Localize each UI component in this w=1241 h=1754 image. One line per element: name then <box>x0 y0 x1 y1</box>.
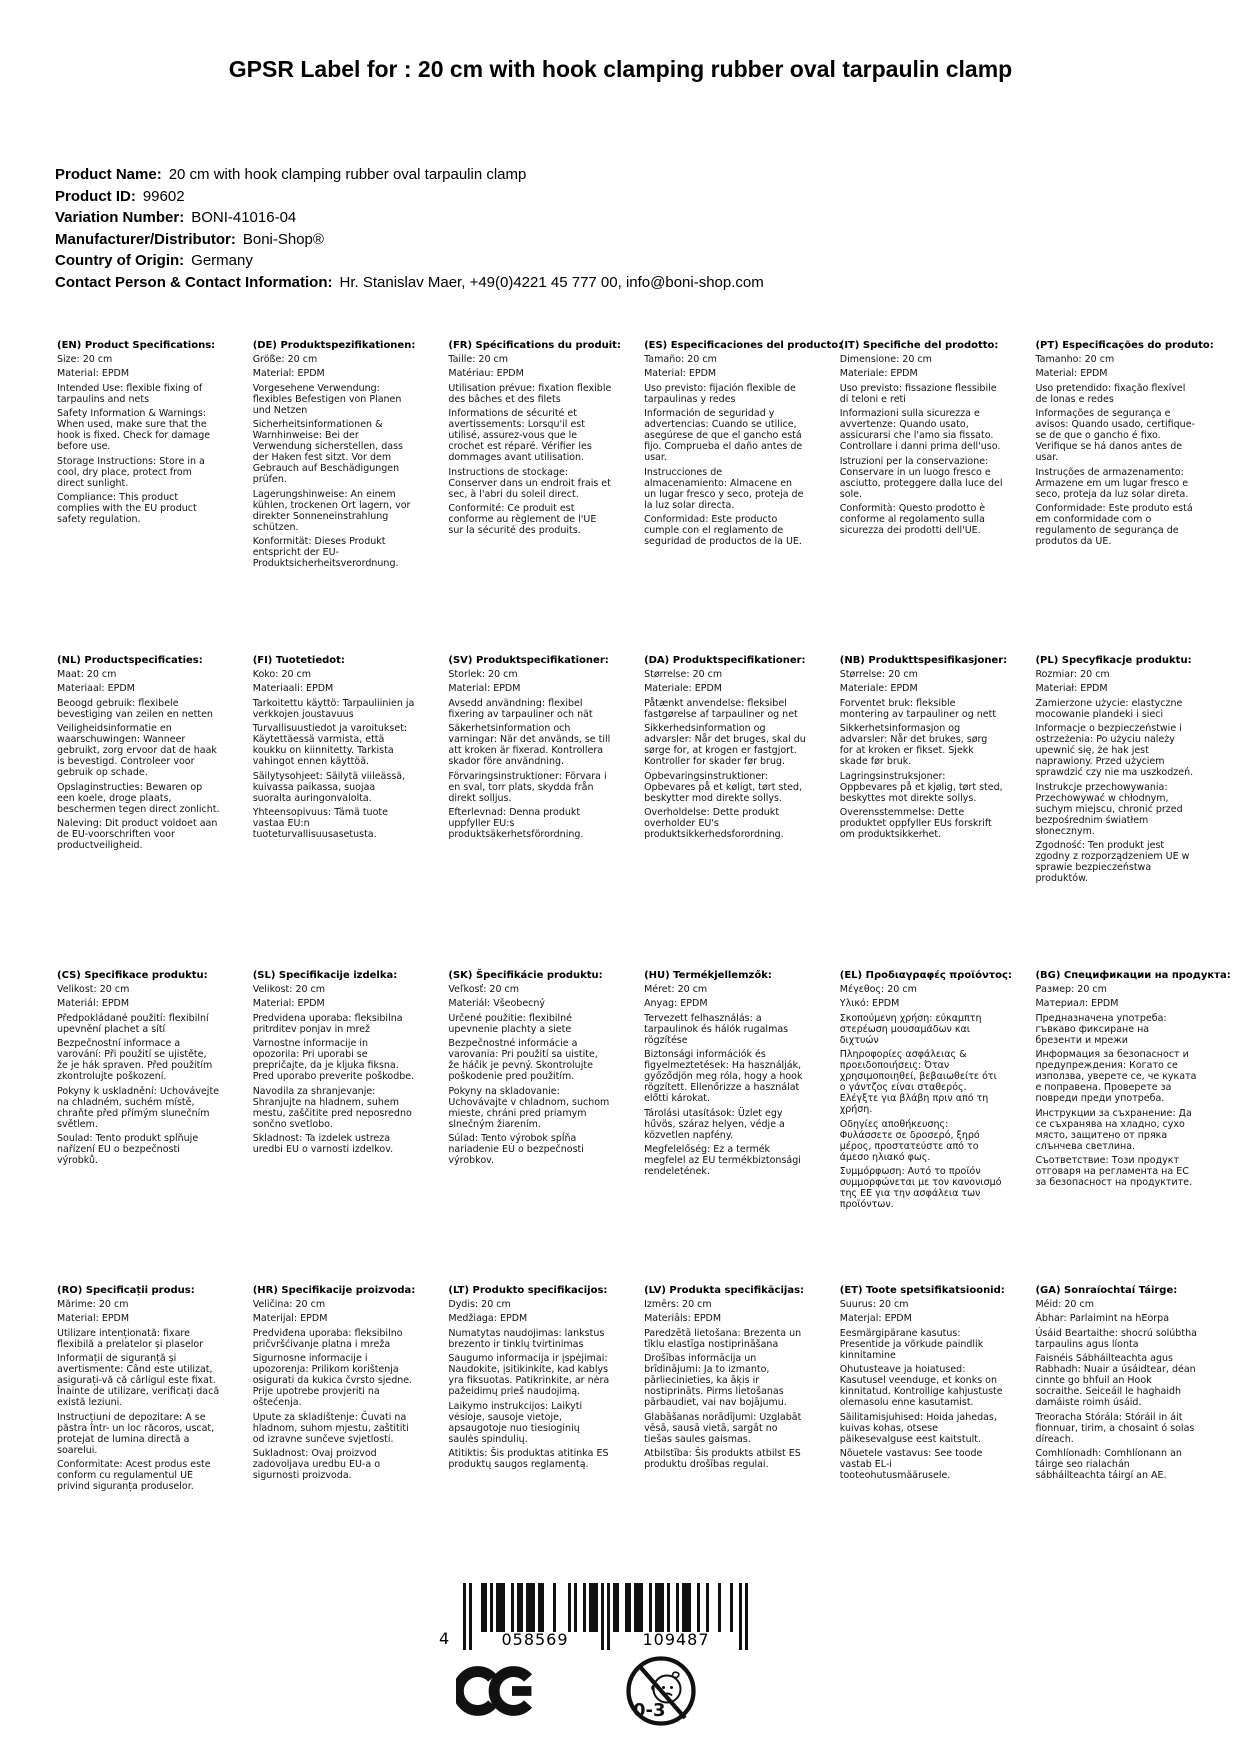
spec-paragraph: Instrukcje przechowywania: Przechowywać w chłodnym, suchym miejscu, chronić przed bezpośrednim światłem słonecznym. <box>1035 781 1183 837</box>
spec-block-header: (IT) Specifiche del prodotto: <box>839 340 999 351</box>
spec-block-header: (HR) Specifikacije proizvoda: <box>252 1285 416 1296</box>
spec-block-header: (SK) Špecifikácie produktu: <box>448 970 603 981</box>
spec-paragraph: Instrucciones de almacenamiento: Almacene en un lugar fresco y seco, proteja de la luz solar directa. <box>644 466 804 511</box>
spec-paragraph: Bezpečnostné informácie a varovania: Pri použití sa uistite, že háčik je pevný. Skontrolujte poškodenie pred použitím. <box>448 1038 598 1082</box>
spec-paragraph: Faisnéis Sábháilteachta agus Rabhadh: Nuair a úsáidtear, déan cinnte go bhfuil an Hook socraithe. Seiceáil le haghaidh damáiste roimh úsáid. <box>1035 1353 1196 1408</box>
spec-paragraph: Materjal: EPDM <box>839 1313 912 1324</box>
spec-block-header: (NL) Productspecificaties: <box>57 655 203 666</box>
product-info-row <box>55 250 764 272</box>
spec-paragraph: Laikymo instrukcijos: Laikyti vėsioje, sausoje vietoje, apsaugotoje nuo tiesioginių saulės spindulių. <box>448 1400 583 1445</box>
spec-paragraph: Tarkoitettu käyttö: Tarpauliinien ja verkkojen joustavuus <box>252 697 415 720</box>
product-info-value: Boni-Shop® <box>242 230 324 248</box>
spec-block-header: (RO) Specificații produs: <box>57 1285 195 1296</box>
spec-paragraph: Storage Instructions: Store in a cool, dry place, protect from direct sunlight. <box>57 455 205 489</box>
spec-paragraph: Μέγεθος: 20 cm <box>839 983 917 995</box>
spec-paragraph: Uso previsto: fissazione flessibile di teloni e reti <box>839 382 997 405</box>
product-info-value: 99602 <box>142 187 185 205</box>
spec-paragraph: Material: EPDM <box>448 683 521 694</box>
spec-block-hu <box>644 970 840 1285</box>
spec-block-fr <box>448 340 644 655</box>
spec-block-it <box>840 340 1036 655</box>
spec-paragraph: Material: EPDM <box>1035 368 1108 379</box>
spec-paragraph: Beoogd gebruik: flexibele bevestiging van zeilen en netten <box>57 697 213 720</box>
spec-paragraph: Materiāls: EPDM <box>644 1313 722 1324</box>
spec-paragraph: Съответствие: Този продукт отговаря на регламента на ЕС за безопасност на продуктите. <box>1035 1155 1193 1188</box>
spec-paragraph: Säkerhetsinformation och varningar: När det används, se till att kroken är fixerad. Kontrollera skador före användning. <box>448 723 611 767</box>
spec-paragraph: Instructions de stockage: Conserver dans un endroit frais et sec, à l'abri du soleil direct. <box>448 466 611 500</box>
spec-block-header: (CS) Specifikace produktu: <box>57 970 208 981</box>
spec-paragraph: Instruções de armazenamento: Armazene em um lugar fresco e seco, proteja da luz solar direta. <box>1035 466 1189 500</box>
spec-paragraph: Comhlíonadh: Comhlíonann an táirge seo rialachán sábháilteachta táirgí an AE. <box>1035 1448 1182 1481</box>
spec-paragraph: Uso pretendido: fixação flexível de lonas e redes <box>1035 382 1186 405</box>
spec-paragraph: Veiligheidsinformatie en waarschuwingen: Wanneer gebruikt, zorg ervoor dat de haak is bevestigd. Controleer voor gebruik op schade. <box>57 723 217 778</box>
spec-paragraph: Sikkerhetsinformasjon og advarsler: Når det brukes, sørg for at kroken er fikset. Sjekk skade før bruk. <box>839 723 988 767</box>
spec-paragraph: Overensstemmelse: Dette produktet oppfyller EUs forskrift om produktsikkerhet. <box>839 807 992 840</box>
spec-block-sv <box>448 655 644 970</box>
product-info-value: Hr. Stanislav Maer, +49(0)4221 45 777 00, info@boni-shop.com <box>339 273 764 291</box>
spec-paragraph: Material: EPDM <box>57 368 130 379</box>
spec-paragraph: Материал: EPDM <box>1035 998 1119 1009</box>
spec-paragraph: Sicherheitsinformationen & Warnhinweise: Bei der Verwendung sicherstellen, dass der Haken fest sitzt. Vor dem Gebrauch auf Beschädigungen prüfen. <box>252 419 403 485</box>
spec-paragraph: Σκοπούμενη χρήση: εύκαμπτη στερέωση μουσαμάδων και διχτυών <box>839 1012 982 1046</box>
spec-paragraph: Soulad: Tento produkt splňuje nařízení EU o bezpečnosti výrobků. <box>57 1133 199 1166</box>
spec-block-header: (ET) Toote spetsifikatsioonid: <box>839 1285 1005 1296</box>
spec-block-header: (FR) Spécifications du produit: <box>448 340 621 351</box>
spec-paragraph: Matériau: EPDM <box>448 368 524 379</box>
spec-paragraph: Material: EPDM <box>252 368 325 379</box>
spec-block-sl <box>253 970 449 1285</box>
spec-paragraph: Avsedd användning: flexibel fixering av tarpauliner och nät <box>448 697 593 720</box>
spec-block-es <box>644 340 843 655</box>
spec-paragraph: Glabāšanas norādījumi: Uzglabāt vēsā, sausā vietā, sargāt no tiešas saules gaismas. <box>644 1411 802 1445</box>
spec-block-ro <box>57 1285 253 1600</box>
barcode <box>439 1583 763 1653</box>
spec-paragraph: Materiaali: EPDM <box>252 683 334 694</box>
spec-paragraph: Izmērs: 20 cm <box>644 1298 712 1310</box>
spec-paragraph: Navodila za shranjevanje: Shranjujte na hladnem, suhem mestu, zaščitite pred neposredno sončno svetlobo. <box>252 1085 412 1130</box>
spec-block-sk <box>448 970 644 1285</box>
product-info <box>55 164 764 293</box>
spec-paragraph: Istruzioni per la conservazione: Conservare in un luogo fresco e asciutto, proteggere dalla luce del sole. <box>839 455 1003 500</box>
spec-paragraph: Tárolási utasítások: Üzlet egy hűvös, száraz helyen, védje a közvetlen napfény. <box>644 1107 785 1141</box>
spec-paragraph: Méid: 20 cm <box>1035 1298 1094 1310</box>
spec-block-header: (FI) Tuotetiedot: <box>252 655 345 666</box>
spec-paragraph: Materiał: EPDM <box>1035 683 1108 694</box>
spec-block-bg <box>1035 970 1231 1285</box>
spec-paragraph: Πληροφορίες ασφάλειας & προειδοποιήσεις: Όταν χρησιμοποιηθεί, βεβαιωθείτε ότι ο γάντζος είναι σταθερός. Ελέγξτε για βλάβη πριν από τη χρήση. <box>839 1049 997 1115</box>
spec-paragraph: Compliance: This product complies with the EU product safety regulation. <box>57 492 197 525</box>
spec-block-header: (EN) Product Specifications: <box>57 340 216 351</box>
spec-paragraph: Treoracha Stórála: Stóráil in áit fionnuar, tirim, a chosaint ó solas díreach. <box>1035 1411 1195 1445</box>
spec-paragraph: Lagerungshinweise: An einem kühlen, trockenen Ort lagern, vor direkter Sonneneinstrahlung schützen. <box>252 488 411 533</box>
spec-paragraph: Uso previsto: fijación flexible de tarpaulinas y redes <box>644 382 796 405</box>
spec-paragraph: Tamanho: 20 cm <box>1035 353 1115 365</box>
spec-paragraph: Инструкции за съхранение: Да се съхранява на хладно, сухо място, защитено от пряка слънчева светлина. <box>1035 1107 1192 1152</box>
spec-paragraph: Overholdelse: Dette produkt overholder EU's produktsikkerhedsforordning. <box>644 807 784 840</box>
spec-paragraph: Material: EPDM <box>644 368 717 379</box>
spec-paragraph: Información de seguridad y advertencias: Cuando se utilice, asegúrese de que el gancho está fijo. Comprueba el daño antes de usar. <box>644 408 803 463</box>
spec-paragraph: Predviđena uporaba: fleksibilno pričvršćivanje platna i mreža <box>252 1327 403 1350</box>
spec-paragraph: Dydis: 20 cm <box>448 1298 511 1310</box>
spec-block-cs <box>57 970 253 1285</box>
spec-paragraph: Konformität: Dieses Produkt entspricht der EU-Produktsicherheitsverordnung. <box>252 536 399 569</box>
spec-block-de <box>253 340 449 655</box>
spec-block-pl <box>1035 655 1231 970</box>
spec-block-header: (EL) Προδιαγραφές προϊόντος: <box>839 970 1012 981</box>
spec-block-header: (PT) Especificações do produto: <box>1035 340 1214 351</box>
spec-paragraph: Určené použitie: flexibilné upevnenie plachty a siete <box>448 1012 572 1035</box>
product-info-value: 20 cm with hook clamping rubber oval tarpaulin clamp <box>168 166 527 183</box>
spec-block-nl <box>57 655 253 970</box>
spec-paragraph: Safety Information & Warnings: When used, make sure that the hook is fixed. Check for damage before use. <box>57 408 211 452</box>
spec-paragraph: Størrelse: 20 cm <box>644 668 723 680</box>
product-info-label: Variation Number: <box>55 209 185 226</box>
spec-block-header: (DA) Produktspecifikationer: <box>644 655 806 666</box>
spec-paragraph: Skladnost: Ta izdelek ustreza uredbi EU o varnosti izdelkov. <box>252 1133 394 1155</box>
spec-paragraph: Rozmiar: 20 cm <box>1035 668 1110 680</box>
spec-paragraph: Предназначена употреба: гъвкаво фиксиране на брезенти и мрежи <box>1035 1012 1167 1046</box>
spec-block-el <box>840 970 1036 1285</box>
spec-paragraph: Taille: 20 cm <box>448 353 508 365</box>
spec-paragraph: Efterlevnad: Denna produkt uppfyller EU:s produktsäkerhetsförordning. <box>448 807 584 840</box>
product-info-row <box>55 207 764 229</box>
spec-paragraph: Opbevaringsinstruktioner: Opbevares på et køligt, tørt sted, beskytter mod direkte sollys. <box>644 770 803 804</box>
spec-paragraph: Saugumo informacija ir įspėjimai: Naudokite, įsitikinkite, kad kablys yra fiksuotas. Patikrinkite, ar nėra pažeidimų prieš naudojimą. <box>448 1353 610 1397</box>
spec-paragraph: Conformità: Questo prodotto è conforme al regolamento sulla sicurezza dei prodotti dell'UE. <box>839 503 986 536</box>
spec-block-nb <box>840 655 1036 970</box>
spec-block-header: (SV) Produktspecifikationer: <box>448 655 609 666</box>
spec-paragraph: Ohutusteave ja hoiatused: Kasutusel veenduge, et konks on kinnitatud. Kontrollige kahjustuste olemasolu enne kasutamist. <box>839 1364 1003 1408</box>
spec-paragraph: Velikost: 20 cm <box>57 983 130 995</box>
spec-paragraph: Koko: 20 cm <box>252 668 312 680</box>
spec-paragraph: Materiál: Všeobecný <box>448 998 546 1009</box>
spec-paragraph: Material: EPDM <box>57 1313 130 1324</box>
ce-mark-icon <box>456 1663 540 1719</box>
spec-paragraph: Tervezett felhasználás: a tarpaulinok és hálók rugalmas rögzítése <box>644 1012 789 1046</box>
spec-paragraph: Conformidade: Este produto está em conformidade com o regulamento de segurança de produtos da UE. <box>1035 503 1193 547</box>
spec-paragraph: Predvidena uporaba: fleksibilna pritrditev ponjav in mrež <box>252 1012 403 1035</box>
spec-paragraph: Biztonsági információk és figyelmeztetések: Ha használják, győződjön meg róla, hogy a hook rögzített. Ellenőrizze a használat előtti károkat. <box>644 1049 803 1104</box>
spec-paragraph: Materiál: EPDM <box>57 998 130 1009</box>
spec-paragraph: Conformidad: Este producto cumple con el reglamento de seguridad de productos de la UE. <box>644 514 802 547</box>
product-info-label: Contact Person & Contact Information: <box>55 273 333 291</box>
spec-paragraph: Méret: 20 cm <box>644 983 708 995</box>
spec-block-header: (SL) Specifikacije izdelka: <box>252 970 398 981</box>
spec-paragraph: Materiale: EPDM <box>839 368 918 379</box>
spec-block-fi <box>253 655 449 970</box>
spec-paragraph: Pokyny k uskladnění: Uchovávejte na chladném, suchém místě, chraňte před přímým slunečním světlem. <box>57 1085 220 1130</box>
spec-paragraph: Úsáid Beartaithe: shocrú solúbtha tarpaulins agus líonta <box>1035 1327 1197 1350</box>
product-info-label: Manufacturer/Distributor: <box>55 230 236 248</box>
spec-paragraph: Mărime: 20 cm <box>57 1298 129 1310</box>
spec-block-pt <box>1035 340 1231 655</box>
spec-paragraph: Vorgesehene Verwendung: flexibles Befestigen von Planen und Netzen <box>252 382 402 416</box>
spec-paragraph: Συμμόρφωση: Αυτό το προϊόν συμμορφώνεται με τον κανονισμό της ΕΕ για την ασφάλεια των προϊόντων. <box>839 1166 1002 1210</box>
barcode-first-digit: 4 <box>439 1629 450 1648</box>
spec-paragraph: Οδηγίες αποθήκευσης: Φυλάσσετε σε δροσερό, ξηρό μέρος, προστατεύστε από το άμεσο ηλιακό φως. <box>839 1118 980 1163</box>
spec-paragraph: Förvaringsinstruktioner: Förvara i en sval, torr plats, skydda från direkt solljus. <box>448 770 607 804</box>
spec-paragraph: Storlek: 20 cm <box>448 668 518 680</box>
spec-paragraph: Pokyny na skladovanie: Uchovávajte v chladnom, suchom mieste, chráni pred priamym slnečným žiarením. <box>448 1085 610 1130</box>
spec-paragraph: Размер: 20 cm <box>1035 983 1107 995</box>
spec-paragraph: Materiaal: EPDM <box>57 683 135 694</box>
spec-paragraph: Velikost: 20 cm <box>252 983 326 995</box>
age-warning-label: 0-3 <box>633 1700 666 1721</box>
spec-paragraph: Naleving: Dit product voldoet aan de EU-voorschriften voor productveiligheid. <box>57 818 218 851</box>
product-info-label: Product Name: <box>55 166 162 183</box>
spec-paragraph: Súlad: Tento výrobok spĺňa nariadenie EÚ o bezpečnosti výrobkov. <box>448 1133 584 1166</box>
spec-paragraph: Materijal: EPDM <box>252 1313 328 1324</box>
spec-grid <box>57 340 1231 1600</box>
spec-paragraph: Varnostne informacije in opozorila: Pri uporabi se prepričajte, da je kljuka fiksna. Pred uporabo preverite poškodbe. <box>252 1038 415 1082</box>
product-info-row <box>55 186 764 208</box>
spec-paragraph: Anyag: EPDM <box>644 998 708 1009</box>
spec-paragraph: Sukladnost: Ovaj proizvod zadovoljava uredbu EU-a o sigurnosti proizvoda. <box>252 1448 381 1481</box>
spec-paragraph: Bezpečnostní informace a varování: Při použití se ujistěte, že je hák spraven. Před použitím zkontrolujte poškození. <box>57 1038 213 1082</box>
spec-block-header: (DE) Produktspezifikationen: <box>252 340 416 351</box>
spec-paragraph: Maat: 20 cm <box>57 668 117 680</box>
spec-paragraph: Informazioni sulla sicurezza e avvertenze: Quando usato, assicurarsi che l'amo sia fissato. Controllare i danni prima dell'uso. <box>839 408 1001 452</box>
spec-paragraph: Informații de siguranță și avertismente: Când este utilizat, asigurați-vă că cârligul este fixat. Înainte de utilizare, verificați dacă există leziuni. <box>57 1353 220 1408</box>
barcode-group2: 109487 <box>642 1630 710 1649</box>
spec-paragraph: Sigurnosne informacije i upozorenja: Prilikom korištenja osigurati da kukica čvrsto sjedne. Prije upotrebe provjeriti na oštećenja. <box>252 1353 413 1408</box>
spec-paragraph: Nõuetele vastavus: See toode vastab EL-i tooteohutusmäärusele. <box>839 1448 983 1481</box>
spec-block-header: (HU) Termékjellemzők: <box>644 970 772 981</box>
spec-block-header: (PL) Specyfikacje produktu: <box>1035 655 1192 666</box>
spec-block-da <box>644 655 840 970</box>
spec-block-header: (ES) Especificaciones del producto: <box>644 340 843 351</box>
spec-paragraph: Medžiaga: EPDM <box>448 1313 528 1324</box>
product-info-row <box>55 272 764 294</box>
barcode-group1: 058569 <box>501 1630 569 1649</box>
product-info-row <box>55 229 764 251</box>
spec-paragraph: Lagringsinstruksjoner: Oppbevares på et kjølig, tørt sted, beskyttes mot direkte sollys. <box>839 770 1003 804</box>
spec-paragraph: Atbilstība: Šis produkts atbilst ES produktu drošības regulai. <box>644 1448 801 1470</box>
spec-paragraph: Tamaño: 20 cm <box>644 353 717 365</box>
spec-paragraph: Numatytas naudojimas: lankstus brezento ir tinklų tvirtinimas <box>448 1327 605 1350</box>
spec-block-header: (NB) Produkttspesifikasjoner: <box>839 655 1008 666</box>
page-title <box>0 54 1241 85</box>
spec-paragraph: Eesmärgipärane kasutus: Presentide ja võrkude paindlik kinnitamine <box>839 1327 984 1361</box>
spec-paragraph: Dimensione: 20 cm <box>839 353 932 365</box>
spec-paragraph: Størrelse: 20 cm <box>839 668 918 680</box>
spec-paragraph: Forventet bruk: fleksible montering av tarpauliner og nett <box>839 697 997 720</box>
spec-paragraph: Zgodność: Ten produkt jest zgodny z rozporządzeniem UE w sprawie bezpieczeństwa produktów. <box>1035 840 1190 884</box>
spec-block-lv <box>644 1285 840 1600</box>
spec-paragraph: Paredzētā lietošana: Brezenta un tīklu elastīga nostiprināšana <box>644 1327 802 1350</box>
spec-paragraph: Veličina: 20 cm <box>252 1298 326 1310</box>
spec-paragraph: Påtænkt anvendelse: fleksibel fastgørelse af tarpauliner og net <box>644 697 798 720</box>
spec-paragraph: Intended Use: flexible fixing of tarpaulins and nets <box>57 382 203 405</box>
spec-paragraph: Υλικό: EPDM <box>839 998 900 1009</box>
spec-paragraph: Předpokládané použití: flexibilní upevnění plachet a sítí <box>57 1012 209 1035</box>
spec-paragraph: Drošības informācija un brīdinājumi: Ja to izmanto, pārliecinieties, ka āķis ir nostiprināts. Pirms lietošanas pārbaudiet, vai nav bojājumu. <box>644 1353 787 1408</box>
spec-paragraph: Säilytysohjeet: Säilytä viileässä, kuivassa paikassa, suojaa suoralta auringonvalolta. <box>252 770 406 804</box>
spec-paragraph: Upute za skladištenje: Čuvati na hladnom, suhom mjestu, zaštititi od izravne sunčeve svjetlosti. <box>252 1411 409 1445</box>
spec-paragraph: Utilisation prévue: fixation flexible des bâches et des filets <box>448 382 612 405</box>
spec-block-lt <box>448 1285 644 1600</box>
spec-paragraph: Opslaginstructies: Bewaren op een koele, droge plaats, beschermen tegen direct zonlicht. <box>57 781 220 815</box>
product-info-label: Country of Origin: <box>55 252 185 269</box>
spec-paragraph: Materiale: EPDM <box>839 683 918 694</box>
spec-paragraph: Zamierzone użycie: elastyczne mocowanie plandeki i sieci <box>1035 697 1183 720</box>
spec-paragraph: Suurus: 20 cm <box>839 1298 909 1310</box>
spec-paragraph: Veľkosť: 20 cm <box>448 983 519 995</box>
spec-paragraph: Size: 20 cm <box>57 353 113 365</box>
spec-paragraph: Utilizare intenționată: fixare flexibilă a prelatelor și plaselor <box>57 1327 204 1350</box>
spec-block-header: (LT) Produkto specifikacijos: <box>448 1285 608 1296</box>
spec-paragraph: Materiale: EPDM <box>644 683 722 694</box>
spec-block-et <box>840 1285 1036 1600</box>
spec-block-header: (LV) Produkta specifikācijas: <box>644 1285 805 1296</box>
spec-paragraph: Atitiktis: Šis produktas atitinka ES produktų saugos reglamentą. <box>448 1448 609 1470</box>
spec-paragraph: Информация за безопасност и предупреждения: Когато се използва, уверете се, че куката е поправена. Проверете за повреди преди употреба. <box>1035 1049 1197 1104</box>
spec-paragraph: Ábhar: Parlaimint na hEorpa <box>1035 1313 1170 1324</box>
spec-block-header: (GA) Sonraíochtaí Táirge: <box>1035 1285 1178 1296</box>
spec-paragraph: Yhteensopivuus: Tämä tuote vastaa EU:n tuoteturvallisuusasetusta. <box>252 807 388 840</box>
spec-block-en <box>57 340 253 655</box>
spec-paragraph: Größe: 20 cm <box>252 353 318 365</box>
spec-paragraph: Turvallisuustiedot ja varoitukset: Käytettäessä varmista, että koukku on kiinnitetty. Tarkista vahingot ennen käyttöä. <box>252 723 408 767</box>
product-info-value: Germany <box>191 252 253 269</box>
spec-block-ga <box>1035 1285 1231 1600</box>
spec-paragraph: Säilitamisjuhised: Hoida jahedas, kuivas kohas, otsese päikesevalguse eest kaitstult. <box>839 1411 997 1445</box>
spec-paragraph: Material: EPDM <box>252 998 325 1009</box>
spec-paragraph: Conformité: Ce produit est conforme au règlement de l'UE sur la sécurité des produits. <box>448 503 597 536</box>
age-warning-0-3-icon <box>625 1654 697 1728</box>
spec-paragraph: Sikkerhedsinformation og advarsler: Når det bruges, skal du sørge for, at krogen er fastgjort. Kontroller for skader før brug. <box>644 723 806 767</box>
page-title-text: GPSR Label for : 20 cm with hook clamping rubber oval tarpaulin clamp <box>228 56 1013 82</box>
spec-paragraph: Instrucțiuni de depozitare: A se păstra într- un loc răcoros, uscat, protejat de lumina directă a soarelui. <box>57 1411 215 1456</box>
spec-paragraph: Informations de sécurité et avertissements: Lorsqu'il est utilisé, assurez-vous que le crochet est réparé. Vérifier les dommages avant utilisation. <box>448 408 592 463</box>
spec-paragraph: Megfelelőség: Ez a termék megfelel az EU termékbiztonsági rendeletének. <box>644 1144 801 1177</box>
spec-block-header: (BG) Спецификации на продукта: <box>1035 970 1231 981</box>
product-info-row <box>55 164 764 186</box>
product-info-label: Product ID: <box>55 187 136 205</box>
spec-paragraph: Conformitate: Acest produs este conform cu regulamentul UE privind siguranța produselor. <box>57 1459 211 1492</box>
product-info-value: BONI-41016-04 <box>191 209 297 226</box>
spec-block-hr <box>253 1285 449 1600</box>
spec-paragraph: Informacje o bezpieczeństwie i ostrzeżenia: Po użyciu należy upewnić się, że hak jest naprawiony. Przed użyciem sprawdzić czy nie ma uszkodzeń. <box>1035 723 1194 778</box>
spec-paragraph: Informações de segurança e avisos: Quando usado, certifique-se de que o gancho é fixo. Verifique se há danos antes de usar. <box>1035 408 1195 463</box>
